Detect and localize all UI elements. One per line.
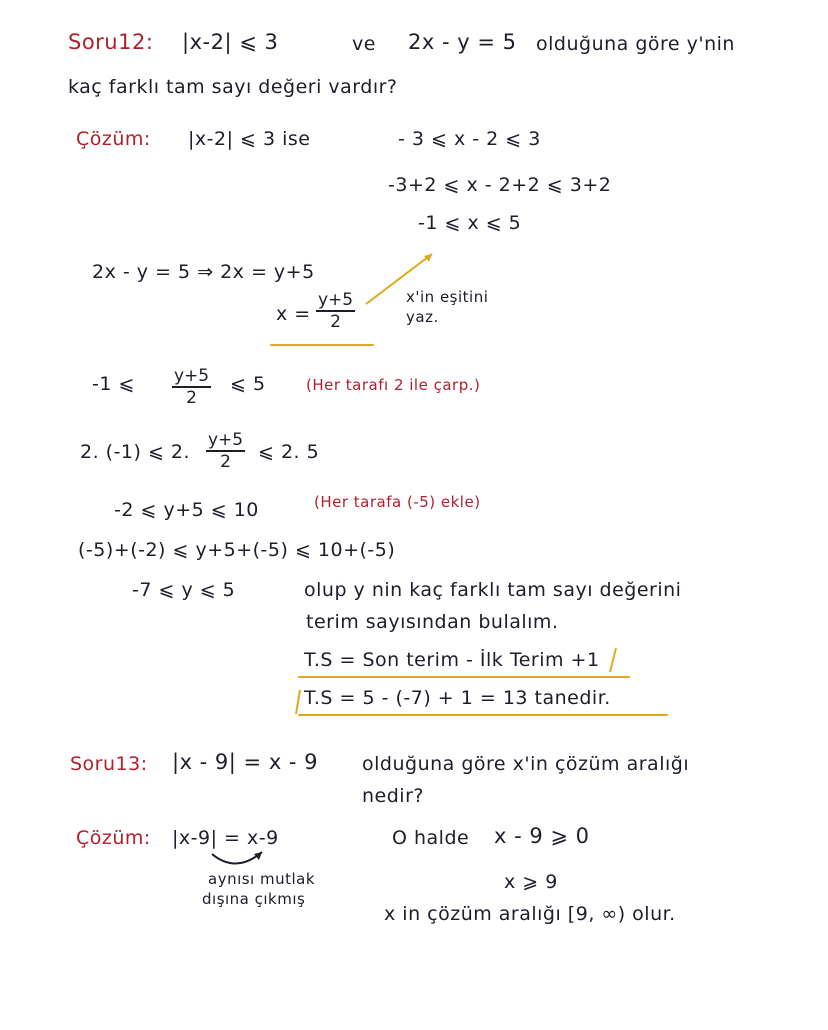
solution-12-ineq-right: ⩽ 5 bbox=[230, 373, 266, 395]
solution-12-step3: -1 ⩽ x ⩽ 5 bbox=[418, 212, 522, 234]
fraction-1-numerator: y+5 bbox=[318, 290, 354, 310]
solution-13-condition: x - 9 ⩾ 0 bbox=[494, 824, 590, 848]
question-13-text: olduğuna göre x'in çözüm aralığı bbox=[362, 753, 690, 775]
annotation-same-line2: dışına çıkmış bbox=[202, 890, 306, 908]
solution-12-step2: -3+2 ⩽ x - 2+2 ⩽ 3+2 bbox=[388, 174, 612, 196]
solution-13-final: x in çözüm aralığı [9, ∞) olur. bbox=[384, 903, 676, 925]
question-12-expr1: |x-2| ⩽ 3 bbox=[182, 30, 279, 54]
question-12-text: olduğuna göre y'nin bbox=[536, 33, 735, 55]
question-12-expr2: 2x - y = 5 bbox=[408, 30, 517, 54]
note-add-minus-5: (Her tarafa (-5) ekle) bbox=[314, 493, 481, 511]
fraction-3-numerator: y+5 bbox=[208, 430, 244, 450]
solution-12-mul-right: ⩽ 2. 5 bbox=[258, 441, 320, 463]
solution-12-given: |x-2| ⩽ 3 ise bbox=[188, 128, 311, 150]
solution-12-step1: - 3 ⩽ x - 2 ⩽ 3 bbox=[398, 128, 541, 150]
solution-12-eq1: 2x - y = 5 ⇒ 2x = y+5 bbox=[92, 261, 315, 283]
annotation-x-equal-line2: yaz. bbox=[406, 308, 439, 326]
note-multiply-by-2: (Her tarafı 2 ile çarp.) bbox=[306, 376, 481, 394]
fraction-1-denominator: 2 bbox=[330, 312, 341, 332]
term-count-result: T.S = 5 - (-7) + 1 = 13 tanedir. bbox=[304, 687, 611, 709]
solution-12-step6-text: olup y nin kaç farklı tam sayı değerini bbox=[304, 579, 682, 601]
highlight-bracket-2 bbox=[296, 690, 300, 714]
solution-12-x-eq: x = bbox=[276, 303, 311, 325]
highlight-arrow-line bbox=[366, 254, 432, 304]
solution-12-mul-left: 2. (-1) ⩽ 2. bbox=[80, 441, 191, 463]
solution-12-ineq-left: -1 ⩽ bbox=[92, 373, 135, 395]
question-13-line2: nedir? bbox=[362, 785, 424, 807]
fraction-3-denominator: 2 bbox=[220, 452, 231, 472]
solution-12-label: Çözüm: bbox=[76, 128, 151, 150]
annotation-curve bbox=[212, 852, 262, 864]
fraction-2-numerator: y+5 bbox=[174, 366, 210, 386]
solution-12-step7: terim sayısından bulalım. bbox=[306, 611, 559, 633]
solution-12-step4: -2 ⩽ y+5 ⩽ 10 bbox=[114, 499, 259, 521]
solution-13-label: Çözüm: bbox=[76, 827, 151, 849]
solution-13-ohalde: O halde bbox=[392, 827, 470, 849]
solution-13-result: x ⩾ 9 bbox=[504, 871, 558, 893]
question-13-expr: |x - 9| = x - 9 bbox=[172, 750, 319, 774]
term-count-formula: T.S = Son terim - İlk Terim +1 bbox=[304, 649, 600, 671]
solution-13-expr: |x-9| = x-9 bbox=[172, 827, 279, 849]
question-13-label: Soru13: bbox=[70, 753, 148, 775]
solution-12-step6-expr: -7 ⩽ y ⩽ 5 bbox=[132, 579, 236, 601]
question-12-line2: kaç farklı tam sayı değeri vardır? bbox=[68, 76, 398, 98]
highlight-bracket-1 bbox=[610, 648, 616, 672]
fraction-2-denominator: 2 bbox=[186, 388, 197, 408]
annotation-x-equal-line1: x'in eşitini bbox=[406, 288, 489, 306]
question-12-and: ve bbox=[352, 33, 376, 55]
annotation-same-line1: aynısı mutlak bbox=[208, 870, 316, 888]
solution-12-step5: (-5)+(-2) ⩽ y+5+(-5) ⩽ 10+(-5) bbox=[78, 539, 396, 561]
question-12-label: Soru12: bbox=[68, 30, 154, 54]
